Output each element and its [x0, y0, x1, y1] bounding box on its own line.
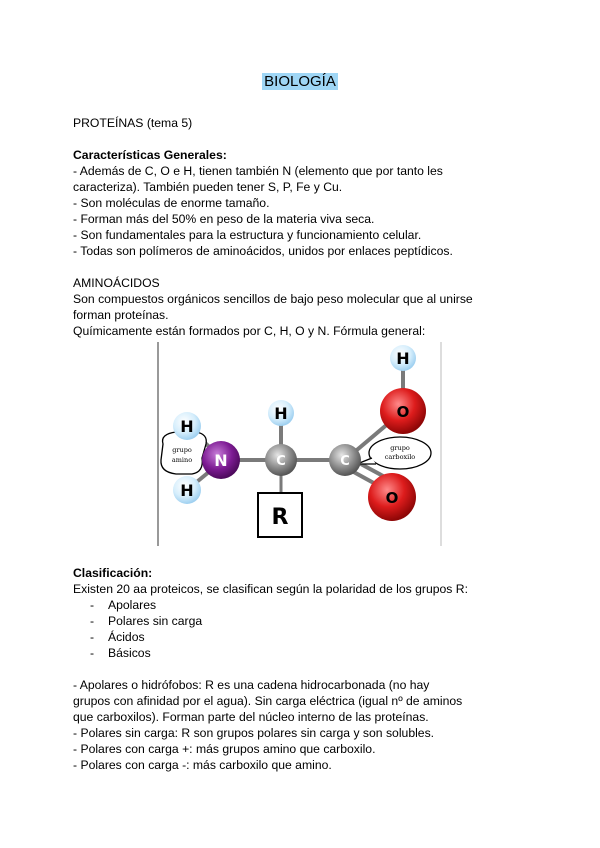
general-heading: Características Generales:: [73, 148, 227, 162]
list-item: - Apolares: [90, 598, 157, 612]
general-line: - Todas son polímeros de aminoácidos, unidos por enlaces peptídicos.: [73, 244, 453, 258]
general-line: - Forman más del 50% en peso de la materia viva seca.: [73, 212, 375, 226]
svg-text:N: N: [214, 451, 228, 470]
atom-o-hydroxyl: [380, 388, 426, 434]
detail-line: - Polares con carga -: más carboxilo que amino.: [73, 758, 332, 772]
atom-h-alpha: [268, 400, 294, 426]
svg-text:H: H: [396, 349, 410, 368]
list-item: - Básicos: [90, 646, 151, 660]
svg-text:C: C: [276, 454, 286, 469]
classification-list: [90, 597, 202, 661]
classification-heading: Clasificación:: [73, 566, 153, 580]
detail-line: - Polares con carga +: más grupos amino que carboxilo.: [73, 742, 376, 756]
atom-o-carbonyl: [368, 473, 416, 521]
amino-heading: AMINOÁCIDOS: [73, 276, 160, 290]
page-title: BIOLOGÍA: [264, 73, 336, 90]
classification-intro: Existen 20 aa proteicos, se clasifican según la polaridad de los grupos R:: [73, 582, 468, 596]
general-line: caracteriza). También pueden tener S, P, Fe y Cu.: [73, 180, 343, 194]
carboxyl-label-line2: carboxilo: [384, 453, 416, 461]
detail-line: grupos con afinidad por el agua). Sin carga eléctrica (igual nº de aminos: [73, 694, 463, 708]
detail-line: que carboxilos). Forman parte del núcleo interno de las proteínas.: [73, 710, 429, 724]
section-heading: PROTEÍNAS (tema 5): [73, 116, 193, 130]
atom-h-amino-top: [173, 412, 201, 440]
amino-line: Químicamente están formados por C, H, O y N. Fórmula general:: [73, 324, 426, 338]
atom-h-hydroxyl: [390, 345, 416, 371]
amino-line: Son compuestos orgánicos sencillos de bajo peso molecular que al unirse: [73, 292, 473, 306]
svg-text:C: C: [340, 454, 350, 469]
amino-line: forman proteínas.: [73, 308, 169, 322]
radical-r-box: [258, 493, 302, 537]
svg-text:H: H: [180, 481, 194, 500]
atom-c-carboxyl: [329, 444, 361, 476]
detail-line: - Polares sin carga: R son grupos polares sin carga y son solubles.: [73, 726, 435, 740]
svg-text:H: H: [180, 417, 194, 436]
carboxyl-label-line1: grupo: [390, 444, 410, 452]
general-line: - Son fundamentales para la estructura y funcionamiento celular.: [73, 228, 422, 242]
general-line: - Son moléculas de enorme tamaño.: [73, 196, 270, 210]
detail-line: - Apolares o hidrófobos: R es una cadena hidrocarbonada (no hay: [73, 678, 430, 692]
atom-n: [202, 441, 240, 479]
general-line: - Además de C, O e H, tienen también N (elemento que por tanto les: [73, 164, 443, 178]
svg-text:H: H: [274, 404, 288, 423]
svg-text:O: O: [396, 403, 410, 421]
svg-text:R: R: [271, 505, 289, 530]
list-item: - Ácidos: [90, 630, 145, 644]
svg-text:O: O: [385, 489, 399, 507]
atom-h-amino-bottom: [173, 476, 201, 504]
amino-label-line2: amino: [171, 456, 193, 464]
amino-label-line1: grupo: [172, 446, 192, 454]
list-item: - Polares sin carga: [90, 614, 203, 628]
atom-c-alpha: [265, 444, 297, 476]
amino-acid-structure-diagram: [152, 340, 448, 546]
